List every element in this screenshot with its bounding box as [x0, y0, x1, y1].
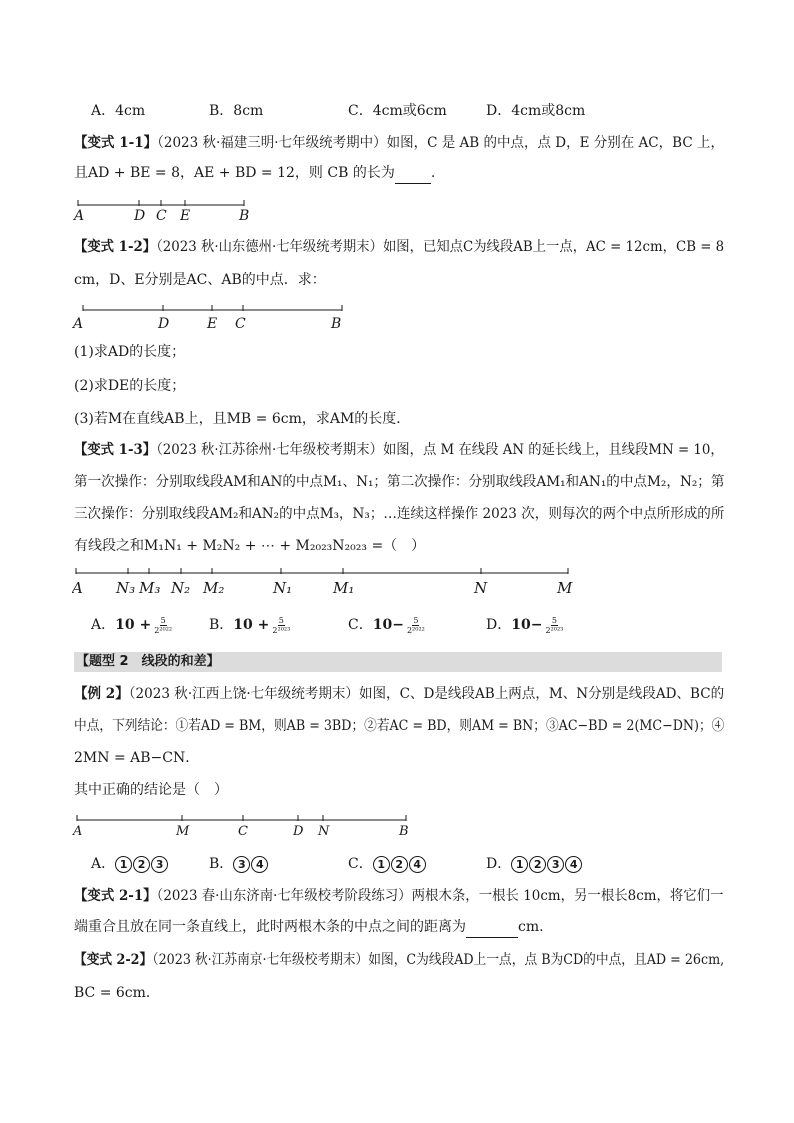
ex2-option-a: [91, 854, 169, 874]
v21-tag: 【变式 2-1】: [74, 888, 157, 904]
v13-option-a-letter: A．: [91, 617, 116, 633]
v13-option-a-den: 2²⁰²²: [154, 625, 173, 635]
v13-option-b-base: 10 +: [233, 617, 270, 633]
v22-line1: [74, 950, 724, 970]
q0-option-a: A．4cm: [91, 103, 146, 119]
v13-option-a-fraction: [153, 616, 173, 635]
v13-option-a: [91, 615, 173, 635]
v13-option-d-base: 10−: [511, 617, 543, 633]
ex2-segment-figure: [72, 811, 417, 839]
v12-line2: cm，D、E分别是AC、AB的中点．求：: [74, 272, 326, 288]
v13-label-m2: M₂: [203, 579, 225, 597]
v13-option-c-fraction: [406, 616, 426, 635]
v13-option-b: [209, 615, 291, 635]
v12-label-a: A: [73, 316, 84, 330]
v13-option-d-letter: D．: [486, 617, 512, 633]
circled-number: 4: [565, 856, 582, 873]
q0-option-c: C．4cm或6cm: [348, 103, 447, 119]
v13-label-m3: M₃: [139, 579, 161, 597]
v21-line2: [74, 917, 544, 938]
v13-option-b-den: 2²⁰²³: [272, 625, 291, 635]
v12-sub1: (1)求AD的长度；: [74, 344, 186, 360]
v12-label-e: E: [207, 316, 218, 330]
circled-number: 2: [391, 856, 408, 873]
v21-text1: （2023 春·山东济南·七年级校考阶段练习）两根木条，一根长 10cm，另一根长8cm，将它们一: [156, 888, 724, 904]
ex2-label-d: D: [293, 824, 304, 839]
ex2-line2: 中点，下列结论：①若AD = BM，则AB = 3BD；②若AC = BD，则AM = BN；③AC−BD = 2(MC−DN)；④: [74, 718, 725, 734]
v13-label-a: A: [72, 579, 83, 597]
v11-label-c: C: [156, 208, 167, 224]
v13-option-c-den: 2²⁰²²: [406, 625, 425, 635]
v13-option-a-base: 10 +: [115, 617, 152, 633]
v11-label-d: D: [134, 208, 146, 224]
ex2-text1: （2023 秋·江西上饶·七年级统考期末）如图，C、D是线段AB上两点，M、N分别是线段AD、BC的: [128, 686, 725, 702]
v12-sub3: (3)若M在直线AB上，且MB = 6cm，求AM的长度．: [74, 411, 411, 427]
v13-line3: 三次操作：分别取线段AM₂和AN₂的中点M₃，N₃；…连续这样操作 2023 次，则每次的两个中点所形成的所: [74, 506, 725, 522]
q0-option-d: D．4cm或8cm: [486, 103, 586, 119]
v12-segment-figure: [72, 302, 352, 330]
v13-line4: 有线段之和M₁N₁ + M₂N₂ + ⋯ + M₂₀₂₃N₂₀₂₃ =（ ）: [74, 538, 426, 554]
v13-tag: 【变式 1-3】: [74, 442, 157, 458]
v12-sub2: (2)求DE的长度；: [74, 378, 186, 394]
section-heading: 【题型 2 线段的和差】: [74, 652, 722, 672]
v12-text1: （2023 秋·山东德州·七年级统考期末）如图，已知点C为线段AB上一点，AC = 12cm，CB = 8: [156, 239, 725, 255]
v13-line1: [74, 440, 724, 460]
v13-label-n: N: [474, 579, 488, 597]
ex2-option-c: [348, 854, 427, 874]
ex2-option-d-letter: D．: [486, 856, 512, 872]
v12-tag: 【变式 1-2】: [74, 239, 157, 255]
circled-number: 1: [511, 856, 528, 873]
v13-label-m1: M₁: [333, 579, 355, 597]
ex2-option-b: [209, 854, 269, 874]
ex2-label-b: B: [399, 824, 409, 839]
q0-option-b: B．8cm: [209, 103, 264, 119]
v13-option-b-num: 5: [278, 615, 284, 625]
v13-line2: 第一次操作：分别取线段AM和AN的中点M₁、N₁；第二次操作：分别取线段AM₁和AN₁的中点M₂，N₂；第: [74, 474, 725, 490]
v11-line2-end: .: [430, 165, 436, 181]
ex2-option-a-letter: A．: [91, 856, 116, 872]
ex2-line1: [74, 684, 724, 704]
v13-option-b-letter: B．: [209, 617, 234, 633]
v22-tag: 【变式 2-2】: [74, 952, 153, 968]
v21-line1: [74, 886, 724, 906]
v12-line1: [74, 237, 724, 257]
circled-number: 3: [233, 856, 250, 873]
v13-label-m: M: [557, 579, 573, 597]
v11-text1: （2023 秋·福建三明·七年级统考期中）如图，C 是 AB 的中点，点 D，E 分别在 AC，BC 上，: [157, 135, 724, 151]
v11-label-a: A: [74, 208, 85, 224]
v11-text2: 且AD + BE = 8，AE + BD = 12，则 CB 的长为: [74, 165, 395, 181]
ex2-tag: 【例 2】: [74, 686, 129, 702]
v21-text2: 端重合且放在同一条直线上，此时两根木条的中点之间的距离为: [74, 919, 466, 935]
circled-number: 1: [115, 856, 132, 873]
v13-option-d-fraction: [544, 616, 564, 635]
ex2-option-d: [486, 854, 583, 874]
v13-option-a-num: 5: [160, 615, 166, 625]
v22-line2: BC = 6cm．: [74, 985, 160, 1001]
ex2-line3: 2MN = AB−CN．: [74, 750, 200, 766]
v13-option-c-num: 5: [413, 615, 419, 625]
circled-number: 2: [133, 856, 150, 873]
v13-label-n3: N₃: [116, 579, 136, 597]
v11-line1: [74, 133, 724, 153]
v11-line2: [74, 163, 435, 184]
v13-option-d-den: 2²⁰²³: [545, 625, 564, 635]
ex2-label-n: N: [318, 824, 330, 839]
circled-number: 1: [373, 856, 390, 873]
circled-number: 4: [409, 856, 426, 873]
v13-option-d: [486, 615, 564, 635]
ex2-label-m: M: [176, 824, 190, 839]
v13-option-d-num: 5: [551, 615, 557, 625]
ex2-label-c: C: [238, 824, 248, 839]
v12-label-c: C: [235, 316, 246, 330]
circled-number: 4: [251, 856, 268, 873]
v11-segment-figure: [72, 196, 262, 224]
v12-label-d: D: [158, 316, 170, 330]
ex2-option-c-letter: C．: [348, 856, 373, 872]
ex2-label-a: A: [73, 824, 83, 839]
v22-text1: （2023 秋·江苏南京·七年级校考期末）如图，C为线段AD上一点，点 B为CD的中点，且AD = 26cm,: [152, 952, 725, 968]
v11-answer-blank[interactable]: [395, 163, 431, 184]
v11-label-e: E: [180, 208, 191, 224]
v13-option-c: [348, 615, 426, 635]
v21-answer-blank[interactable]: [466, 917, 518, 938]
v13-option-b-fraction: [271, 616, 291, 635]
circled-number: 3: [547, 856, 564, 873]
ex2-line4: 其中正确的结论是（ ）: [74, 782, 228, 798]
v13-text1: （2023 秋·江苏徐州·七年级校考期末）如图，点 M 在线段 AN 的延长线上，且线段MN = 10，: [156, 442, 724, 458]
v11-tag: 【变式 1-1】: [74, 135, 158, 151]
v13-label-n1: N₁: [273, 579, 293, 597]
v12-label-b: B: [331, 316, 342, 330]
v13-option-c-letter: C．: [348, 617, 373, 633]
v13-option-c-base: 10−: [372, 617, 404, 633]
v13-segment-figure: [72, 566, 584, 598]
v11-label-b: B: [239, 208, 250, 224]
ex2-option-b-letter: B．: [209, 856, 234, 872]
v21-line2-end: cm.: [518, 919, 544, 935]
circled-number: 2: [529, 856, 546, 873]
v13-label-n2: N₂: [171, 579, 191, 597]
circled-number: 3: [151, 856, 168, 873]
